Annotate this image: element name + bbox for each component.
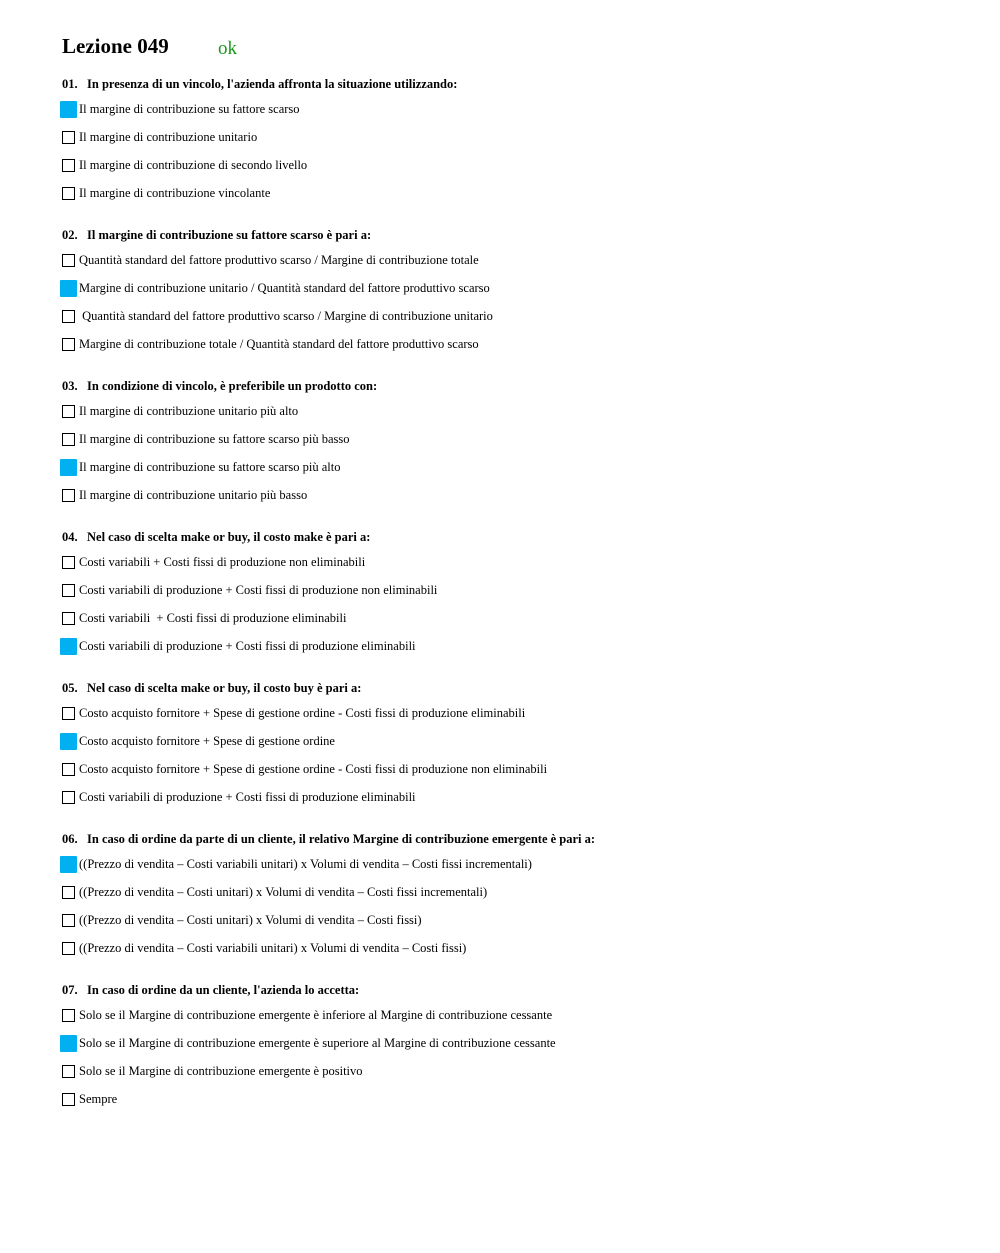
question-prompt: Il margine di contribuzione su fattore scarso è pari a: xyxy=(87,228,372,242)
question-prompt: In caso di ordine da parte di un cliente, il relativo Margine di contribuzione emergente è pari a: xyxy=(87,832,596,846)
answer-label: Il margine di contribuzione unitario xyxy=(79,130,258,145)
checkbox[interactable] xyxy=(62,707,75,720)
question-number: 07. xyxy=(62,983,78,997)
checkbox[interactable] xyxy=(62,886,75,899)
checkbox[interactable] xyxy=(62,310,75,323)
page-title: Lezione 049 xyxy=(62,34,169,58)
question-5 xyxy=(62,680,962,831)
question-2 xyxy=(62,227,962,378)
answer-option[interactable] xyxy=(62,851,962,879)
answer-label: Quantità standard del fattore produttivo scarso / Margine di contribuzione unitario xyxy=(79,308,493,323)
answer-option[interactable] xyxy=(62,879,962,907)
status-text: ok xyxy=(218,38,237,59)
question-1 xyxy=(62,76,962,227)
answer-label: ((Prezzo di vendita – Costi unitari) x Volumi di vendita – Costi fissi incrementali) xyxy=(79,885,488,900)
answer-option[interactable] xyxy=(62,728,962,756)
answer-option[interactable] xyxy=(62,179,962,207)
checkbox[interactable] xyxy=(62,254,75,267)
answer-option[interactable] xyxy=(62,577,962,605)
question-number: 04. xyxy=(62,530,78,544)
answer-label: Quantità standard del fattore produttivo scarso / Margine di contribuzione totale xyxy=(79,253,479,268)
answer-label: Solo se il Margine di contribuzione emergente è superiore al Margine di contribuzione cessante xyxy=(79,1036,556,1051)
answer-label: Margine di contribuzione unitario / Quantità standard del fattore produttivo scarso xyxy=(79,281,490,296)
answer-label: Il margine di contribuzione unitario più alto xyxy=(79,404,299,419)
answer-label: Sempre xyxy=(79,1091,118,1106)
checkbox[interactable] xyxy=(62,1009,75,1022)
checkbox[interactable] xyxy=(62,159,75,172)
checkbox[interactable] xyxy=(62,489,75,502)
answer-option[interactable] xyxy=(62,426,962,454)
question-list xyxy=(62,76,962,1133)
question-number: 01. xyxy=(62,77,78,91)
answer-label: Il margine di contribuzione su fattore scarso più basso xyxy=(79,432,350,447)
answer-option[interactable] xyxy=(62,783,962,811)
answer-label: Costi variabili di produzione + Costi fissi di produzione eliminabili xyxy=(79,638,416,653)
answer-option[interactable] xyxy=(62,605,962,633)
checkbox[interactable] xyxy=(62,338,75,351)
question-prompt: In condizione di vincolo, è preferibile un prodotto con: xyxy=(87,379,378,393)
answer-label: Costi variabili di produzione + Costi fissi di produzione eliminabili xyxy=(79,789,416,804)
answer-option[interactable] xyxy=(62,454,962,482)
answer-option[interactable] xyxy=(62,398,962,426)
answer-label: Costi variabili + Costi fissi di produzione eliminabili xyxy=(79,610,347,625)
checkbox-checked[interactable] xyxy=(60,459,77,476)
question-text xyxy=(62,76,962,96)
answer-option[interactable] xyxy=(62,303,962,331)
answer-option[interactable] xyxy=(62,1085,962,1113)
question-text xyxy=(62,831,962,851)
question-3 xyxy=(62,378,962,529)
checkbox[interactable] xyxy=(62,433,75,446)
question-prompt: Nel caso di scelta make or buy, il costo buy è pari a: xyxy=(87,681,362,695)
answer-option[interactable] xyxy=(62,152,962,180)
answer-label: Costi variabili + Costi fissi di produzione non eliminabili xyxy=(79,555,366,570)
answer-option[interactable] xyxy=(62,330,962,358)
checkbox[interactable] xyxy=(62,187,75,200)
answer-label: Il margine di contribuzione di secondo livello xyxy=(79,157,308,172)
answer-option[interactable] xyxy=(62,907,962,935)
answer-option[interactable] xyxy=(62,632,962,660)
checkbox[interactable] xyxy=(62,914,75,927)
answer-label: Il margine di contribuzione vincolante xyxy=(79,185,271,200)
question-text xyxy=(62,227,962,247)
answer-option[interactable] xyxy=(62,1058,962,1086)
question-prompt: Nel caso di scelta make or buy, il costo make è pari a: xyxy=(87,530,371,544)
checkbox[interactable] xyxy=(62,1065,75,1078)
answer-option[interactable] xyxy=(62,1030,962,1058)
answer-label: ((Prezzo di vendita – Costi unitari) x Volumi di vendita – Costi fissi) xyxy=(79,912,422,927)
checkbox[interactable] xyxy=(62,584,75,597)
checkbox-checked[interactable] xyxy=(60,280,77,297)
answer-label: Margine di contribuzione totale / Quantità standard del fattore produttivo scarso xyxy=(79,336,479,351)
answer-label: ((Prezzo di vendita – Costi variabili unitari) x Volumi di vendita – Costi fissi) xyxy=(79,940,467,955)
page-header xyxy=(62,34,462,64)
question-number: 05. xyxy=(62,681,78,695)
checkbox[interactable] xyxy=(62,131,75,144)
checkbox-checked[interactable] xyxy=(60,101,77,118)
checkbox-checked[interactable] xyxy=(60,1035,77,1052)
answer-option[interactable] xyxy=(62,124,962,152)
checkbox[interactable] xyxy=(62,942,75,955)
question-prompt: In caso di ordine da un cliente, l'azienda lo accetta: xyxy=(87,983,360,997)
question-7 xyxy=(62,982,962,1133)
question-6 xyxy=(62,831,962,982)
answer-option[interactable] xyxy=(62,700,962,728)
answer-option[interactable] xyxy=(62,549,962,577)
checkbox[interactable] xyxy=(62,612,75,625)
question-text xyxy=(62,982,962,1002)
answer-label: Il margine di contribuzione su fattore scarso più alto xyxy=(79,459,341,474)
answer-label: Il margine di contribuzione unitario più basso xyxy=(79,487,308,502)
answer-option[interactable] xyxy=(62,934,962,962)
answer-label: Il margine di contribuzione su fattore scarso xyxy=(79,102,300,117)
answer-label: Costo acquisto fornitore + Spese di gestione ordine - Costi fissi di produzione non eliminabili xyxy=(79,761,548,776)
question-text xyxy=(62,680,962,700)
answer-label: Costo acquisto fornitore + Spese di gestione ordine - Costi fissi di produzione eliminabili xyxy=(79,706,526,721)
answer-option[interactable] xyxy=(62,481,962,509)
question-number: 03. xyxy=(62,379,78,393)
answer-option[interactable] xyxy=(62,275,962,303)
answer-option[interactable] xyxy=(62,247,962,275)
answer-label: Solo se il Margine di contribuzione emergente è inferiore al Margine di contribuzione cessante xyxy=(79,1008,553,1023)
checkbox[interactable] xyxy=(62,763,75,776)
answer-option[interactable] xyxy=(62,756,962,784)
checkbox[interactable] xyxy=(62,1093,75,1106)
answer-label: ((Prezzo di vendita – Costi variabili unitari) x Volumi di vendita – Costi fissi incrementali) xyxy=(79,857,532,872)
answer-label: Costo acquisto fornitore + Spese di gestione ordine xyxy=(79,734,335,749)
question-prompt: In presenza di un vincolo, l'azienda affronta la situazione utilizzando: xyxy=(87,77,458,91)
question-text xyxy=(62,529,962,549)
checkbox[interactable] xyxy=(62,791,75,804)
answer-option[interactable] xyxy=(62,1002,962,1030)
checkbox[interactable] xyxy=(62,556,75,569)
checkbox[interactable] xyxy=(62,405,75,418)
checkbox-checked[interactable] xyxy=(60,733,77,750)
answer-option[interactable] xyxy=(62,96,962,124)
checkbox-checked[interactable] xyxy=(60,638,77,655)
question-number: 06. xyxy=(62,832,78,846)
checkbox-checked[interactable] xyxy=(60,856,77,873)
answer-label: Solo se il Margine di contribuzione emergente è positivo xyxy=(79,1063,363,1078)
answer-label: Costi variabili di produzione + Costi fissi di produzione non eliminabili xyxy=(79,583,438,598)
question-number: 02. xyxy=(62,228,78,242)
question-4 xyxy=(62,529,962,680)
question-text xyxy=(62,378,962,398)
